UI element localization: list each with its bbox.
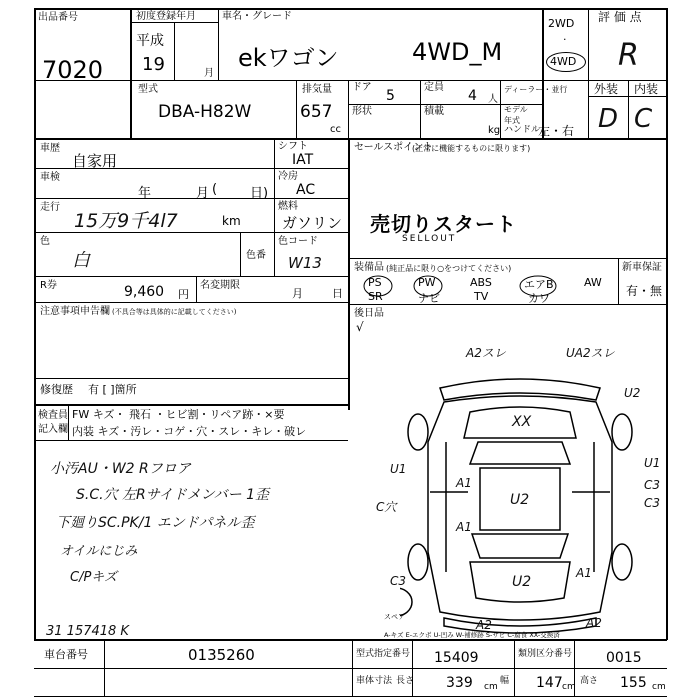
spare-label: スペア <box>384 613 405 621</box>
mark-rear-bumper-right: A2 <box>586 616 602 630</box>
mark-rear-left: C3 <box>390 574 407 588</box>
lot-number: 7020 <box>42 56 104 84</box>
width-label: 幅 <box>500 676 510 686</box>
mark-fender-right: U2 <box>624 386 641 400</box>
equip-kawa: カワ <box>528 292 550 305</box>
recycle-amount: 9,460 <box>124 284 165 300</box>
inspection-day: 日) <box>250 186 269 201</box>
chassis-number: 0135260 <box>188 646 255 664</box>
reg-month-unit: 月 <box>204 68 214 79</box>
displacement: 657 <box>300 102 333 122</box>
name-change-label: 名変期限 <box>200 280 240 291</box>
checklist-row1: FW キズ・ 飛石 ・ヒビ割・リペア跡・×要 <box>72 408 285 421</box>
displacement-label: 排気量 <box>302 84 332 95</box>
shape-label: 形状 <box>352 106 372 117</box>
car-name-label: 車名・グレード <box>222 11 292 22</box>
note-line3: 下廻りSC.PK/1 エンドパネル歪 <box>56 515 255 531</box>
capacity-label: 定員 <box>424 82 444 93</box>
history-label: 車歴 <box>40 143 60 154</box>
mark-right-door1: C3 <box>644 478 661 492</box>
reg-year: 19 <box>142 54 165 75</box>
first-reg-label: 初度登録年月 <box>136 11 196 22</box>
note-line2: S.C.穴 左Rサイドメンバー 1歪 <box>76 487 269 503</box>
recycle-label: R券 <box>40 280 57 291</box>
drive-2wd: 2WD <box>548 17 575 30</box>
after-label: 後日品 <box>354 308 384 319</box>
model-code: DBA-H82W <box>158 102 252 122</box>
equip-airbag: エアB <box>524 278 554 291</box>
inspector-label: 検査員 <box>38 410 68 421</box>
mark-right-front: U1 <box>644 456 661 470</box>
sales-point-label: セールスポイント <box>354 142 434 153</box>
inspection-year: 年 <box>138 186 152 201</box>
category: 0015 <box>606 650 642 666</box>
length-unit: cm <box>484 682 498 692</box>
note-line4: オイルにじみ <box>60 544 138 559</box>
km-unit: km <box>222 214 241 228</box>
inspection-paren: ( <box>212 182 218 197</box>
name-change-month: 月 <box>292 287 303 300</box>
fuel: ガソリン <box>282 214 343 232</box>
mark-right-door2: C3 <box>644 496 661 510</box>
fuel-label: 燃料 <box>278 201 298 212</box>
capacity: 4 <box>468 88 477 104</box>
diagram-legend: A-キズ E-エクボ U-凹み W-補修跡 S-サビ C-腐食 XX-交換済 <box>384 631 560 639</box>
category-label: 類別区分番号 <box>518 649 573 659</box>
color-no: W13 <box>288 254 322 272</box>
type-cert-label: 型式指定番号 <box>356 649 411 659</box>
mark-hood: XX <box>512 414 532 430</box>
new-tire-value: 有・無 <box>626 284 663 298</box>
checklist-row2: 内装 キズ・汚レ・コゲ・穴・スレ・キレ・破レ <box>72 425 307 438</box>
mark-left-front: U1 <box>390 462 407 476</box>
equip-tv: TV <box>474 290 489 303</box>
score: R <box>618 38 639 73</box>
inspection-label: 車検 <box>40 172 60 183</box>
stamp-sub: SELLOUT <box>402 234 457 244</box>
score-label: 評 価 点 <box>598 10 642 24</box>
lot-label: 出品番号 <box>38 12 78 23</box>
mileage: 15万9千4l7 <box>74 210 178 232</box>
note-line6: 31 157418 K <box>46 624 129 639</box>
repair-label: 修復歴 <box>40 383 73 396</box>
stamp-main: 売切りスタート <box>370 212 517 236</box>
mark-rear-bumper-left: A2 <box>476 618 492 632</box>
mark-left-sill: C穴 <box>376 500 397 514</box>
mark-left-door2: A1 <box>456 520 472 534</box>
new-tire-label: 新車保証 <box>622 262 662 273</box>
doors-label: ドア <box>352 82 372 93</box>
entry-label: 記入欄 <box>38 424 68 435</box>
notes-label: 注意事項申告欄 <box>40 306 110 317</box>
dims-label: 車体寸法 <box>356 676 393 686</box>
model-year-label: モデル年式 <box>504 105 528 125</box>
drive-4wd: 4WD <box>550 55 577 68</box>
sales-point-sub: (正常に機能するものに限ります) <box>412 144 531 153</box>
equip-aw: AW <box>584 276 602 289</box>
note-line1: 小汚AU・W2 Rフロア <box>50 461 191 477</box>
width: 147 <box>536 675 563 691</box>
dealer-label: ディーラー・並行 <box>504 85 568 94</box>
cc-unit: cc <box>330 124 341 135</box>
kg-unit: kg <box>488 125 501 136</box>
inspection-month: 月 <box>196 186 210 201</box>
era: 平成 <box>136 33 164 49</box>
notes-sub: (不具合等は具体的に記載してください) <box>112 308 237 316</box>
doors: 5 <box>386 88 395 104</box>
equipment-sub: (純正品に限り○をつけてください) <box>386 264 512 273</box>
equip-navi: ナビ <box>418 292 440 305</box>
mark-roof: U2 <box>510 492 530 508</box>
grade: 4WD_M <box>412 38 503 66</box>
mark-left-door1: A1 <box>456 476 472 490</box>
mileage-label: 走行 <box>40 202 60 213</box>
type-cert: 15409 <box>434 650 479 666</box>
equip-ps: PS <box>368 276 382 289</box>
chassis-label: 車台番号 <box>44 648 88 661</box>
after-value: √ <box>356 320 364 334</box>
equip-sr: SR <box>368 290 383 303</box>
handle: 左・右 <box>538 124 575 138</box>
shift-label: シフト <box>278 141 308 152</box>
name-change-day: 日 <box>332 287 343 300</box>
exterior-grade: D <box>598 104 619 134</box>
width-unit: cm <box>562 682 576 692</box>
handle-label: ハンドル <box>504 125 541 135</box>
person-unit: 人 <box>488 94 498 105</box>
mark-front-left: A2スレ <box>466 346 506 360</box>
equipment-circles <box>354 272 616 304</box>
equip-abs: ABS <box>470 276 492 289</box>
color-label: 色 <box>40 236 50 247</box>
color-code-label: 色コード <box>278 236 318 247</box>
sellout-stamp <box>368 208 528 244</box>
color-no-label: 色番 <box>246 250 266 261</box>
length: 339 <box>446 675 473 691</box>
yen-unit: 円 <box>178 288 189 301</box>
history: 自家用 <box>72 152 118 170</box>
car-name: ekワゴン <box>238 44 339 72</box>
equipment-label: 装備品 <box>354 262 384 273</box>
model-label: 型式 <box>138 84 158 95</box>
load-label: 積載 <box>424 106 444 117</box>
interior-grade: C <box>634 104 653 134</box>
exterior-label: 外装 <box>594 82 619 96</box>
height-label: 高さ <box>580 676 599 686</box>
interior-label: 内装 <box>634 82 659 96</box>
height-unit: cm <box>652 682 666 692</box>
height: 155 <box>620 675 647 691</box>
mark-trunk: U2 <box>512 574 532 590</box>
note-line5: C/Pキズ <box>70 570 118 585</box>
ac: AC <box>296 182 316 198</box>
shift: IAT <box>292 152 314 168</box>
ac-label: 冷房 <box>278 171 298 182</box>
mark-rear-right: A1 <box>576 566 592 580</box>
mark-front-right: UA2スレ <box>566 346 615 360</box>
length-label: 長さ <box>396 676 415 686</box>
repair-value: 有 [ ]箇所 <box>88 383 137 396</box>
drive-dot: · <box>563 33 567 46</box>
equip-pw: PW <box>418 276 436 289</box>
color: 白 <box>72 250 90 271</box>
